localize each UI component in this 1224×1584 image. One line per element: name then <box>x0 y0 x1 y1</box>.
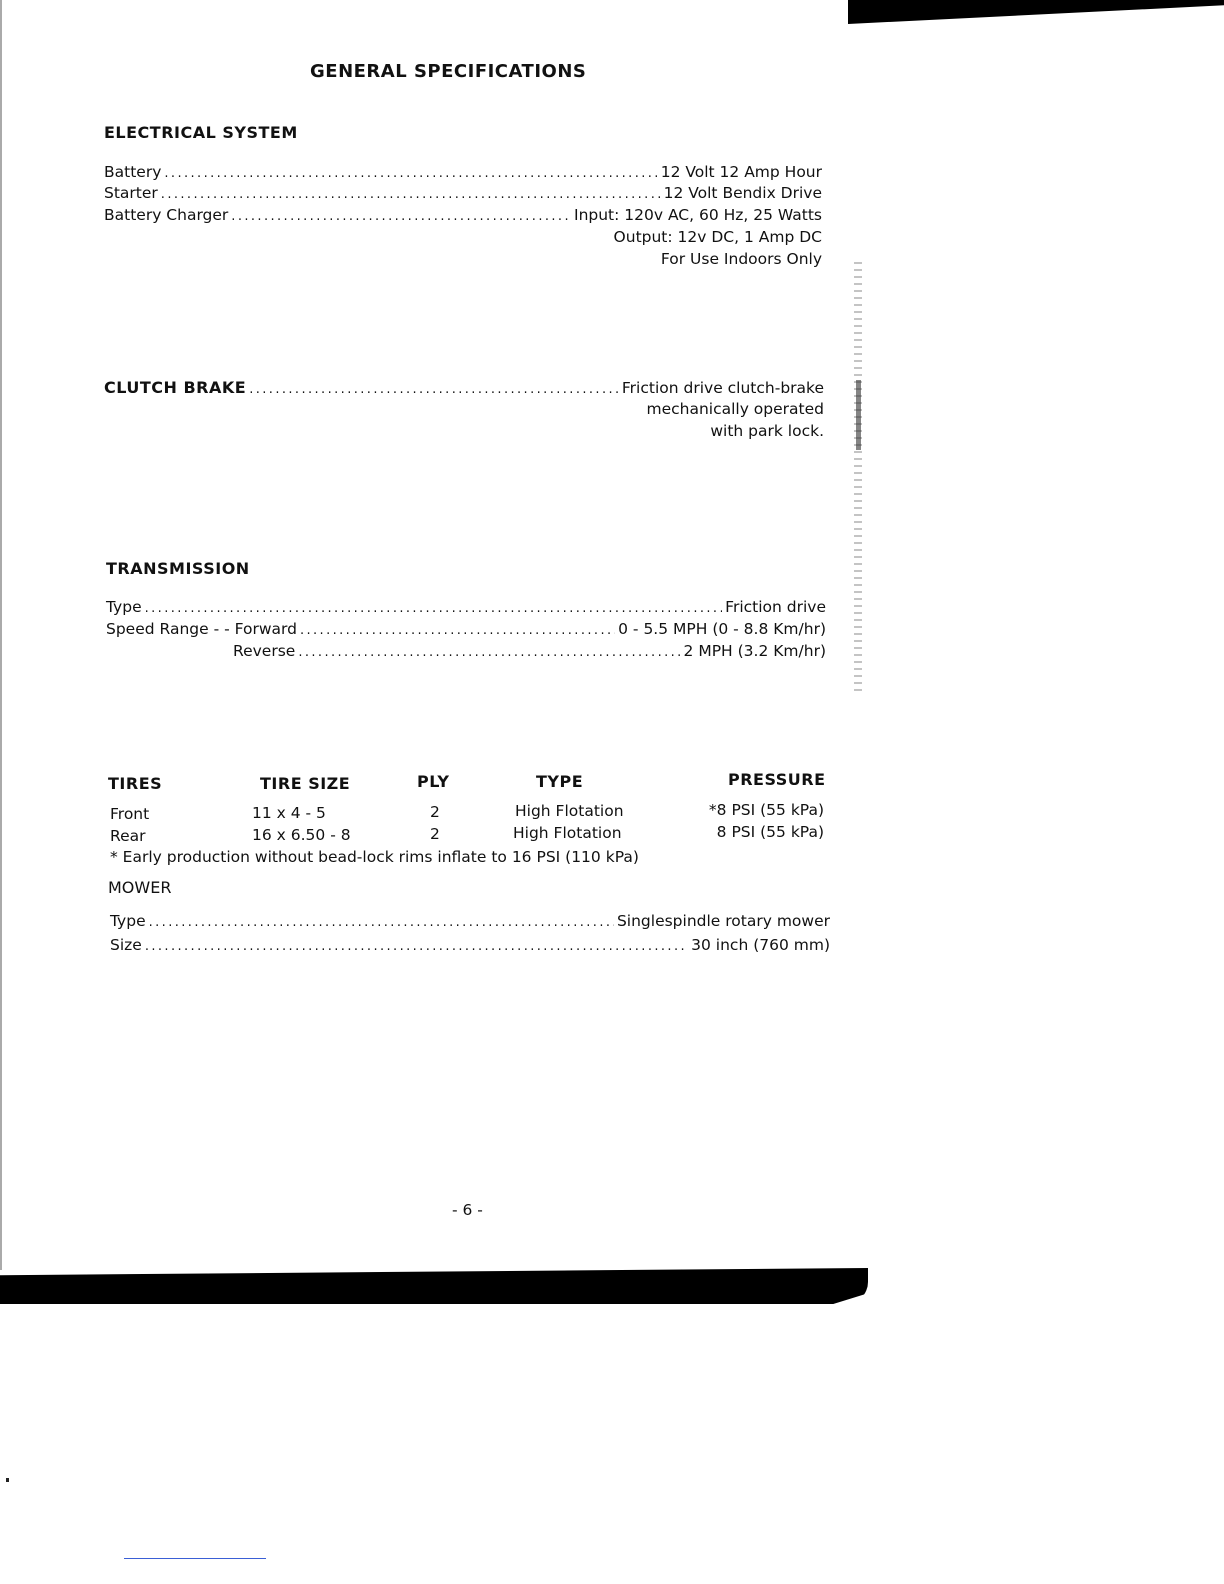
clutch-row <box>104 378 824 397</box>
leader-dots <box>149 915 614 930</box>
electrical-heading: ELECTRICAL SYSTEM <box>104 123 298 142</box>
scan-specks-dark <box>856 380 861 450</box>
leader-dots <box>145 601 723 616</box>
tires-header-type: TYPE <box>536 772 584 791</box>
front-type: High Flotation <box>515 802 624 820</box>
charger-row <box>104 206 822 224</box>
trans-type-label: Type <box>106 598 142 616</box>
scan-edge-top <box>848 0 1224 24</box>
mower-heading: MOWER <box>108 878 172 897</box>
leader-dots <box>298 645 680 660</box>
battery-label: Battery <box>104 163 162 181</box>
front-pressure: *8 PSI (55 kPa) <box>708 801 824 819</box>
rear-type: High Flotation <box>513 824 622 842</box>
front-label: Front <box>110 805 150 823</box>
front-size: 11 x 4 - 5 <box>252 804 326 822</box>
clutch-line3: with park lock. <box>710 422 824 440</box>
clutch-value: Friction drive clutch-brake <box>621 379 824 397</box>
tires-header-tires: TIRES <box>108 774 163 793</box>
battery-row <box>104 163 822 181</box>
reverse-label: Reverse <box>233 642 296 660</box>
tires-header-ply: PLY <box>417 772 450 791</box>
battery-value: 12 Volt 12 Amp Hour <box>660 163 822 181</box>
blue-rule <box>124 1558 266 1559</box>
page-title: GENERAL SPECIFICATIONS <box>310 61 587 82</box>
scan-dot <box>6 1478 9 1482</box>
leader-dots <box>249 382 619 397</box>
rear-size: 16 x 6.50 - 8 <box>252 826 351 844</box>
reverse-row <box>233 642 826 660</box>
rear-ply: 2 <box>430 825 440 843</box>
forward-row <box>106 620 826 638</box>
trans-type-row <box>106 598 826 616</box>
tires-footnote: * Early production without bead-lock rims inflate to 16 PSI (110 kPa) <box>110 848 639 866</box>
front-ply: 2 <box>430 803 440 821</box>
charger-value: Input: 120v AC, 60 Hz, 25 Watts <box>574 206 822 224</box>
starter-value: 12 Volt Bendix Drive <box>663 184 822 202</box>
scan-edge-bottom <box>0 1268 868 1304</box>
mower-size-value: 30 inch (760 mm) <box>691 936 830 954</box>
starter-label: Starter <box>104 184 158 202</box>
leader-dots <box>145 939 688 954</box>
rear-label: Rear <box>110 827 146 845</box>
charger-indoors: For Use Indoors Only <box>660 250 822 268</box>
mower-type-value: Singlespindle rotary mower <box>616 912 830 930</box>
leader-dots <box>161 187 661 202</box>
mower-type-label: Type <box>110 912 146 930</box>
transmission-heading: TRANSMISSION <box>106 559 250 578</box>
starter-row <box>104 184 822 202</box>
forward-value: 0 - 5.5 MPH (0 - 8.8 Km/hr) <box>618 620 826 638</box>
leader-dots <box>164 166 657 181</box>
rear-pressure: 8 PSI (55 kPa) <box>716 823 824 841</box>
tires-header-pressure: PRESSURE <box>728 770 826 789</box>
speed-label: Speed Range - - Forward <box>106 620 297 638</box>
charger-output: Output: 12v DC, 1 Amp DC <box>613 228 822 246</box>
mower-size-label: Size <box>110 936 142 954</box>
tires-header-size: TIRE SIZE <box>260 774 351 793</box>
page-number: - 6 - <box>452 1201 483 1219</box>
clutch-line2: mechanically operated <box>646 400 824 418</box>
scan-edge-left <box>0 0 2 1270</box>
scan-specks <box>854 262 862 692</box>
leader-dots <box>231 209 571 224</box>
leader-dots <box>300 623 615 638</box>
mower-type-row <box>110 912 830 930</box>
charger-label: Battery Charger <box>104 206 229 224</box>
reverse-value: 2 MPH (3.2 Km/hr) <box>683 642 826 660</box>
trans-type-value: Friction drive <box>725 598 826 616</box>
mower-size-row <box>110 936 830 954</box>
clutch-heading: CLUTCH BRAKE <box>104 378 247 397</box>
